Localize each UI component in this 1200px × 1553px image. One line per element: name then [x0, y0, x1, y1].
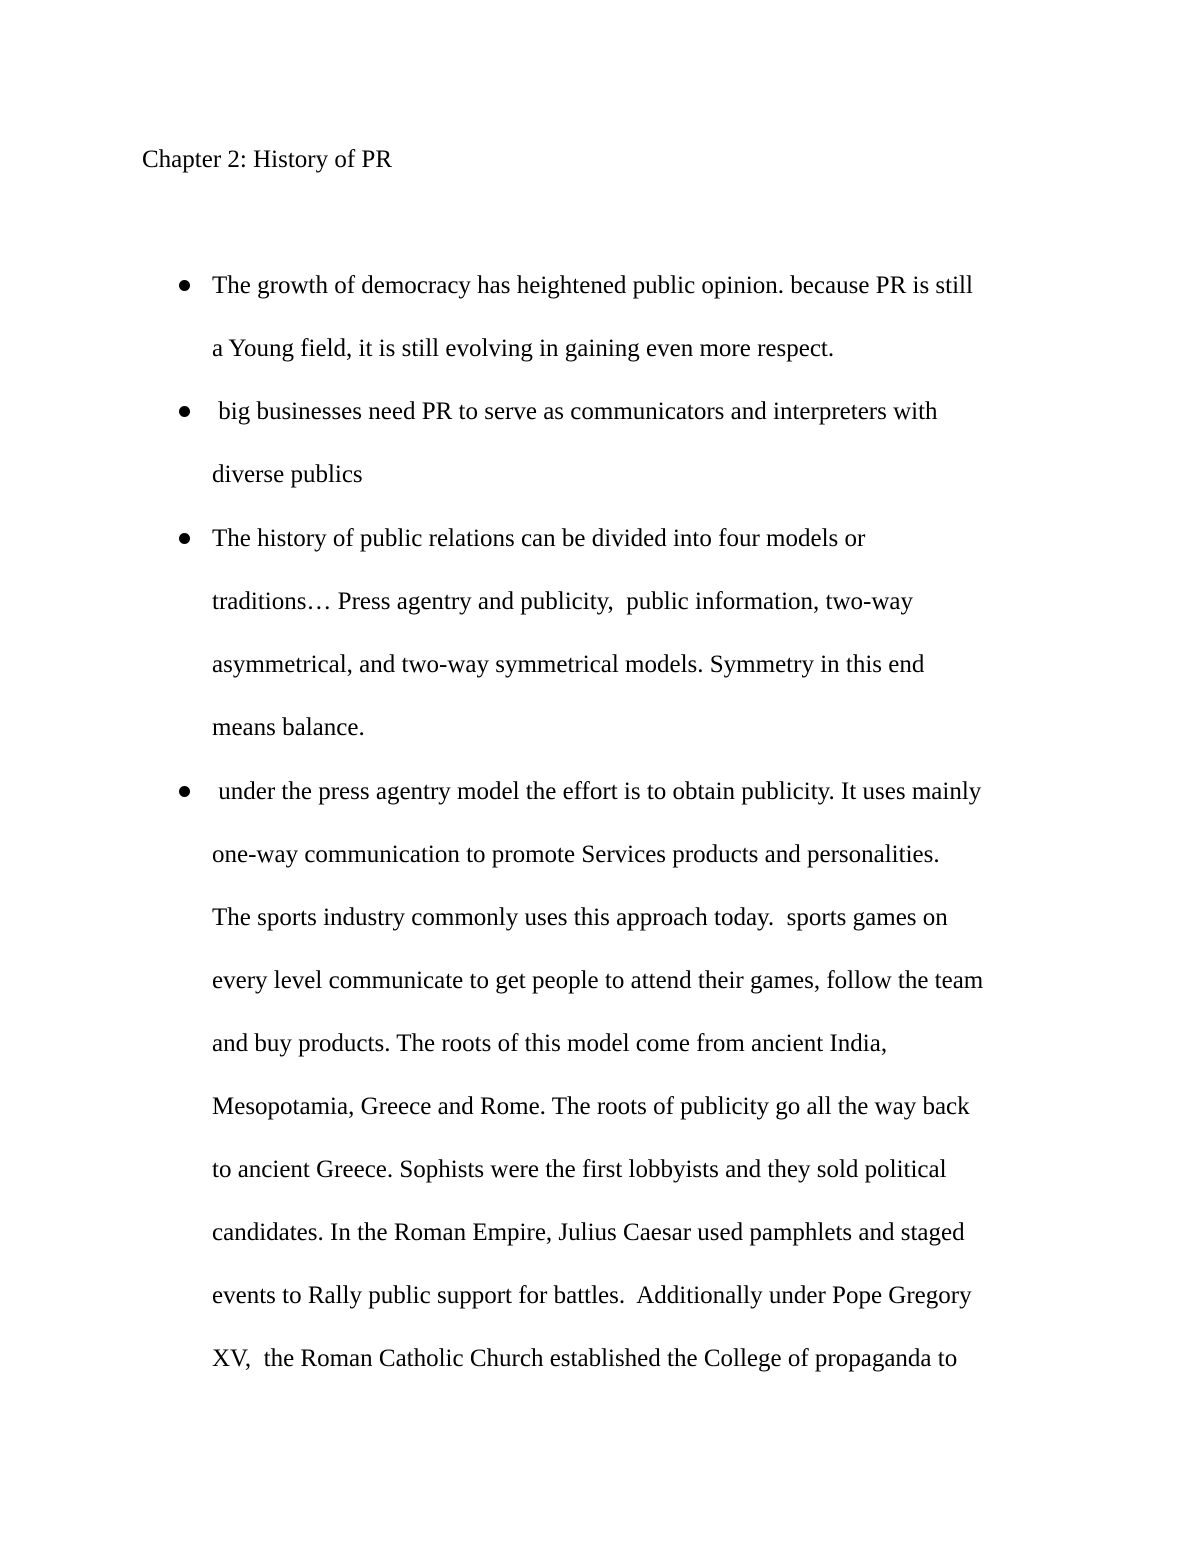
text-line: to ancient Greece. Sophists were the first lobbyists and they sold political	[212, 1156, 947, 1183]
text-line: asymmetrical, and two-way symmetrical models. Symmetry in this end	[212, 651, 925, 678]
text-line: candidates. In the Roman Empire, Julius Caesar used pamphlets and staged	[212, 1219, 965, 1246]
text-line: The growth of democracy has heightened public opinion. because PR is still	[212, 272, 973, 299]
text-line: big businesses need PR to serve as communicators and interpreters with	[212, 398, 938, 425]
text-line: diverse publics	[212, 461, 363, 488]
text-line: The sports industry commonly uses this approach today. sports games on	[212, 904, 948, 931]
bullet-icon	[179, 280, 190, 291]
text-line: every level communicate to get people to attend their games, follow the team	[212, 967, 984, 994]
text-line: events to Rally public support for battles. Additionally under Pope Gregory	[212, 1282, 972, 1309]
text-line: means balance.	[212, 714, 365, 741]
text-line: The history of public relations can be divided into four models or	[212, 525, 866, 552]
bullet-icon	[179, 406, 190, 417]
page-title: Chapter 2: History of PR	[142, 146, 392, 173]
text-line: under the press agentry model the effort is to obtain publicity. It uses mainly	[212, 778, 982, 805]
bullet-icon	[179, 533, 190, 544]
text-line: Mesopotamia, Greece and Rome. The roots of publicity go all the way back	[212, 1093, 970, 1120]
text-line: XV, the Roman Catholic Church established the College of propaganda to	[212, 1345, 958, 1372]
text-line: a Young field, it is still evolving in gaining even more respect.	[212, 335, 835, 362]
text-line: traditions… Press agentry and publicity, public information, two-way	[212, 588, 914, 615]
text-line: one-way communication to promote Services products and personalities.	[212, 841, 940, 868]
bullet-icon	[179, 786, 190, 797]
text-line: and buy products. The roots of this model come from ancient India,	[212, 1030, 888, 1057]
